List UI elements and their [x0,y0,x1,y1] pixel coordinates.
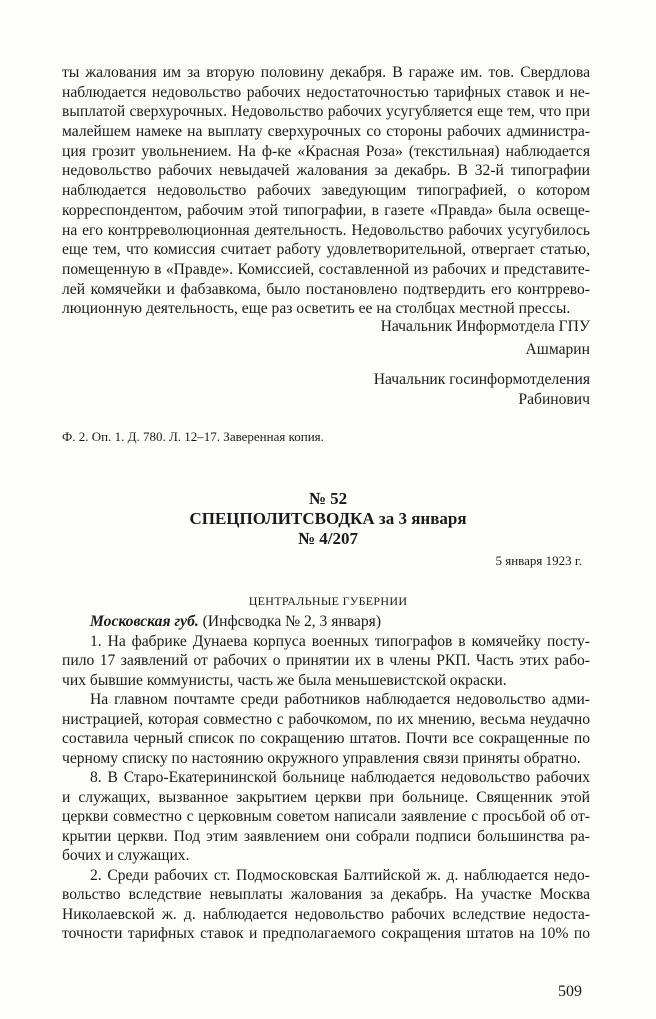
signature-2 [374,370,590,410]
subregion-name: Московская губ. [90,613,199,630]
text-line: крытии церкви. Под этим заявлением они собрали подписи большинства ра- [62,827,590,845]
text-line: На главном почтамте среди работников наблюдается недовольство адми- [90,691,590,708]
text-line: на его контрреволюционная деятельность. Недовольство рабочих усугубилось [62,221,590,239]
document-date: 5 января 1923 г. [495,553,582,568]
text-line: 1. На фабрике Дунаева корпуса военных типографов в комячейку посту- [90,632,590,650]
text-line: недовольство рабочих невыдачей жалования за декабрь. В 32-й типографии [62,162,590,180]
text-line: бочих и служащих. [62,847,190,864]
text-line: Николаевской ж. д. наблюдается недовольство рабочих вследствие недоста- [62,905,590,923]
text-line: составила черный список по сокращению штатов. Почти все сокращенные по [62,730,590,747]
archive-source: Ф. 2. Оп. 1. Д. 780. Л. 12–17. Заверенная копия. [62,429,324,444]
text-line: помещенную в «Правде». Комиссией, составленной из рабочих и представите- [62,260,590,278]
signature-1 [381,317,590,360]
subregion-ref: (Инфсводка № 2, 3 января) [198,613,382,630]
document-subnumber: № 4/207 [297,529,359,548]
document-number: № 52 [308,489,348,508]
text-line: ты жалования им за вторую половину декабря. В гараже им. тов. Свердлова [62,64,590,81]
text-line: лей комячейки и фабзавкома, было постановлено подтвердить его контррево- [62,280,590,298]
section-heading: ЦЕНТРАЛЬНЫЕ ГУБЕРНИИ [248,594,408,608]
text-line: наблюдается недовольство рабочих недостаточностью тарифных ставок и не- [62,83,590,101]
text-line: черному списку по настоянию окружного управления связи приняты обратно. [62,749,581,767]
text-line: ция грозит увольнением. На ф-ке «Красная Роза» (текстильная) наблюдается [62,142,590,160]
text-line: корреспондентом, рабочим этой типографии, в газете «Правда» была освеще- [62,201,590,219]
text-line: 2. Среди рабочих ст. Подмосковская Балтийской ж. д. наблюдается недо- [90,866,590,884]
subregion-heading [62,612,590,632]
signature-name: Ашмарин [525,341,590,358]
text-line: люционную деятельность, еще раз осветить ее на столбцах местной прессы. [62,300,571,318]
text-line: вольство вследствие невыплаты жалования за декабрь. На участке Москва [62,886,590,903]
text-line: малейшем намеке на выплату сверхурочных со стороны рабочих администра- [62,123,590,141]
continuation-paragraph [62,63,590,319]
page-number: 509 [558,983,582,1000]
signature-title: Начальник Информотдела ГПУ [380,318,590,335]
text-line: 8. В Старо-Екатерининской больнице наблюдается недовольство рабочих [90,769,590,786]
signature-title: Начальник госинформотделения [373,371,590,388]
text-line: еще тем, что комиссия считает работу удовлетворительной, отвергает статью, [62,241,590,259]
text-line: наблюдается недовольство рабочих заведующим типографией, о котором [62,182,590,200]
text-line: пило 17 заявлений от рабочих о принятии их в члены РКП. Часть этих рабо- [62,652,590,669]
text-line: выплатой сверхурочных. Недовольство рабочих усугубляется еще тем, что при [62,103,590,121]
signature-name: Рабинович [518,391,590,408]
text-line: и служащих, вызванное закрытием церкви при больнице. Священник этой [62,788,590,806]
text-line: нистрацией, которая совместно с рабочкомом, по их мнению, весьма неудачно [62,710,590,728]
text-line: церкви совместно с церковным советом написали заявление с просьбой об от- [62,808,590,825]
document-title: СПЕЦПОЛИТСВОДКА за 3 января [189,509,467,528]
text-line: чих бывшие коммунисты, часть же была меньшевистской окраски. [62,671,507,689]
report-body [62,612,590,944]
text-line: точности тарифных ставок и предполагаемого сокращения штатов на 10% по [62,925,590,942]
